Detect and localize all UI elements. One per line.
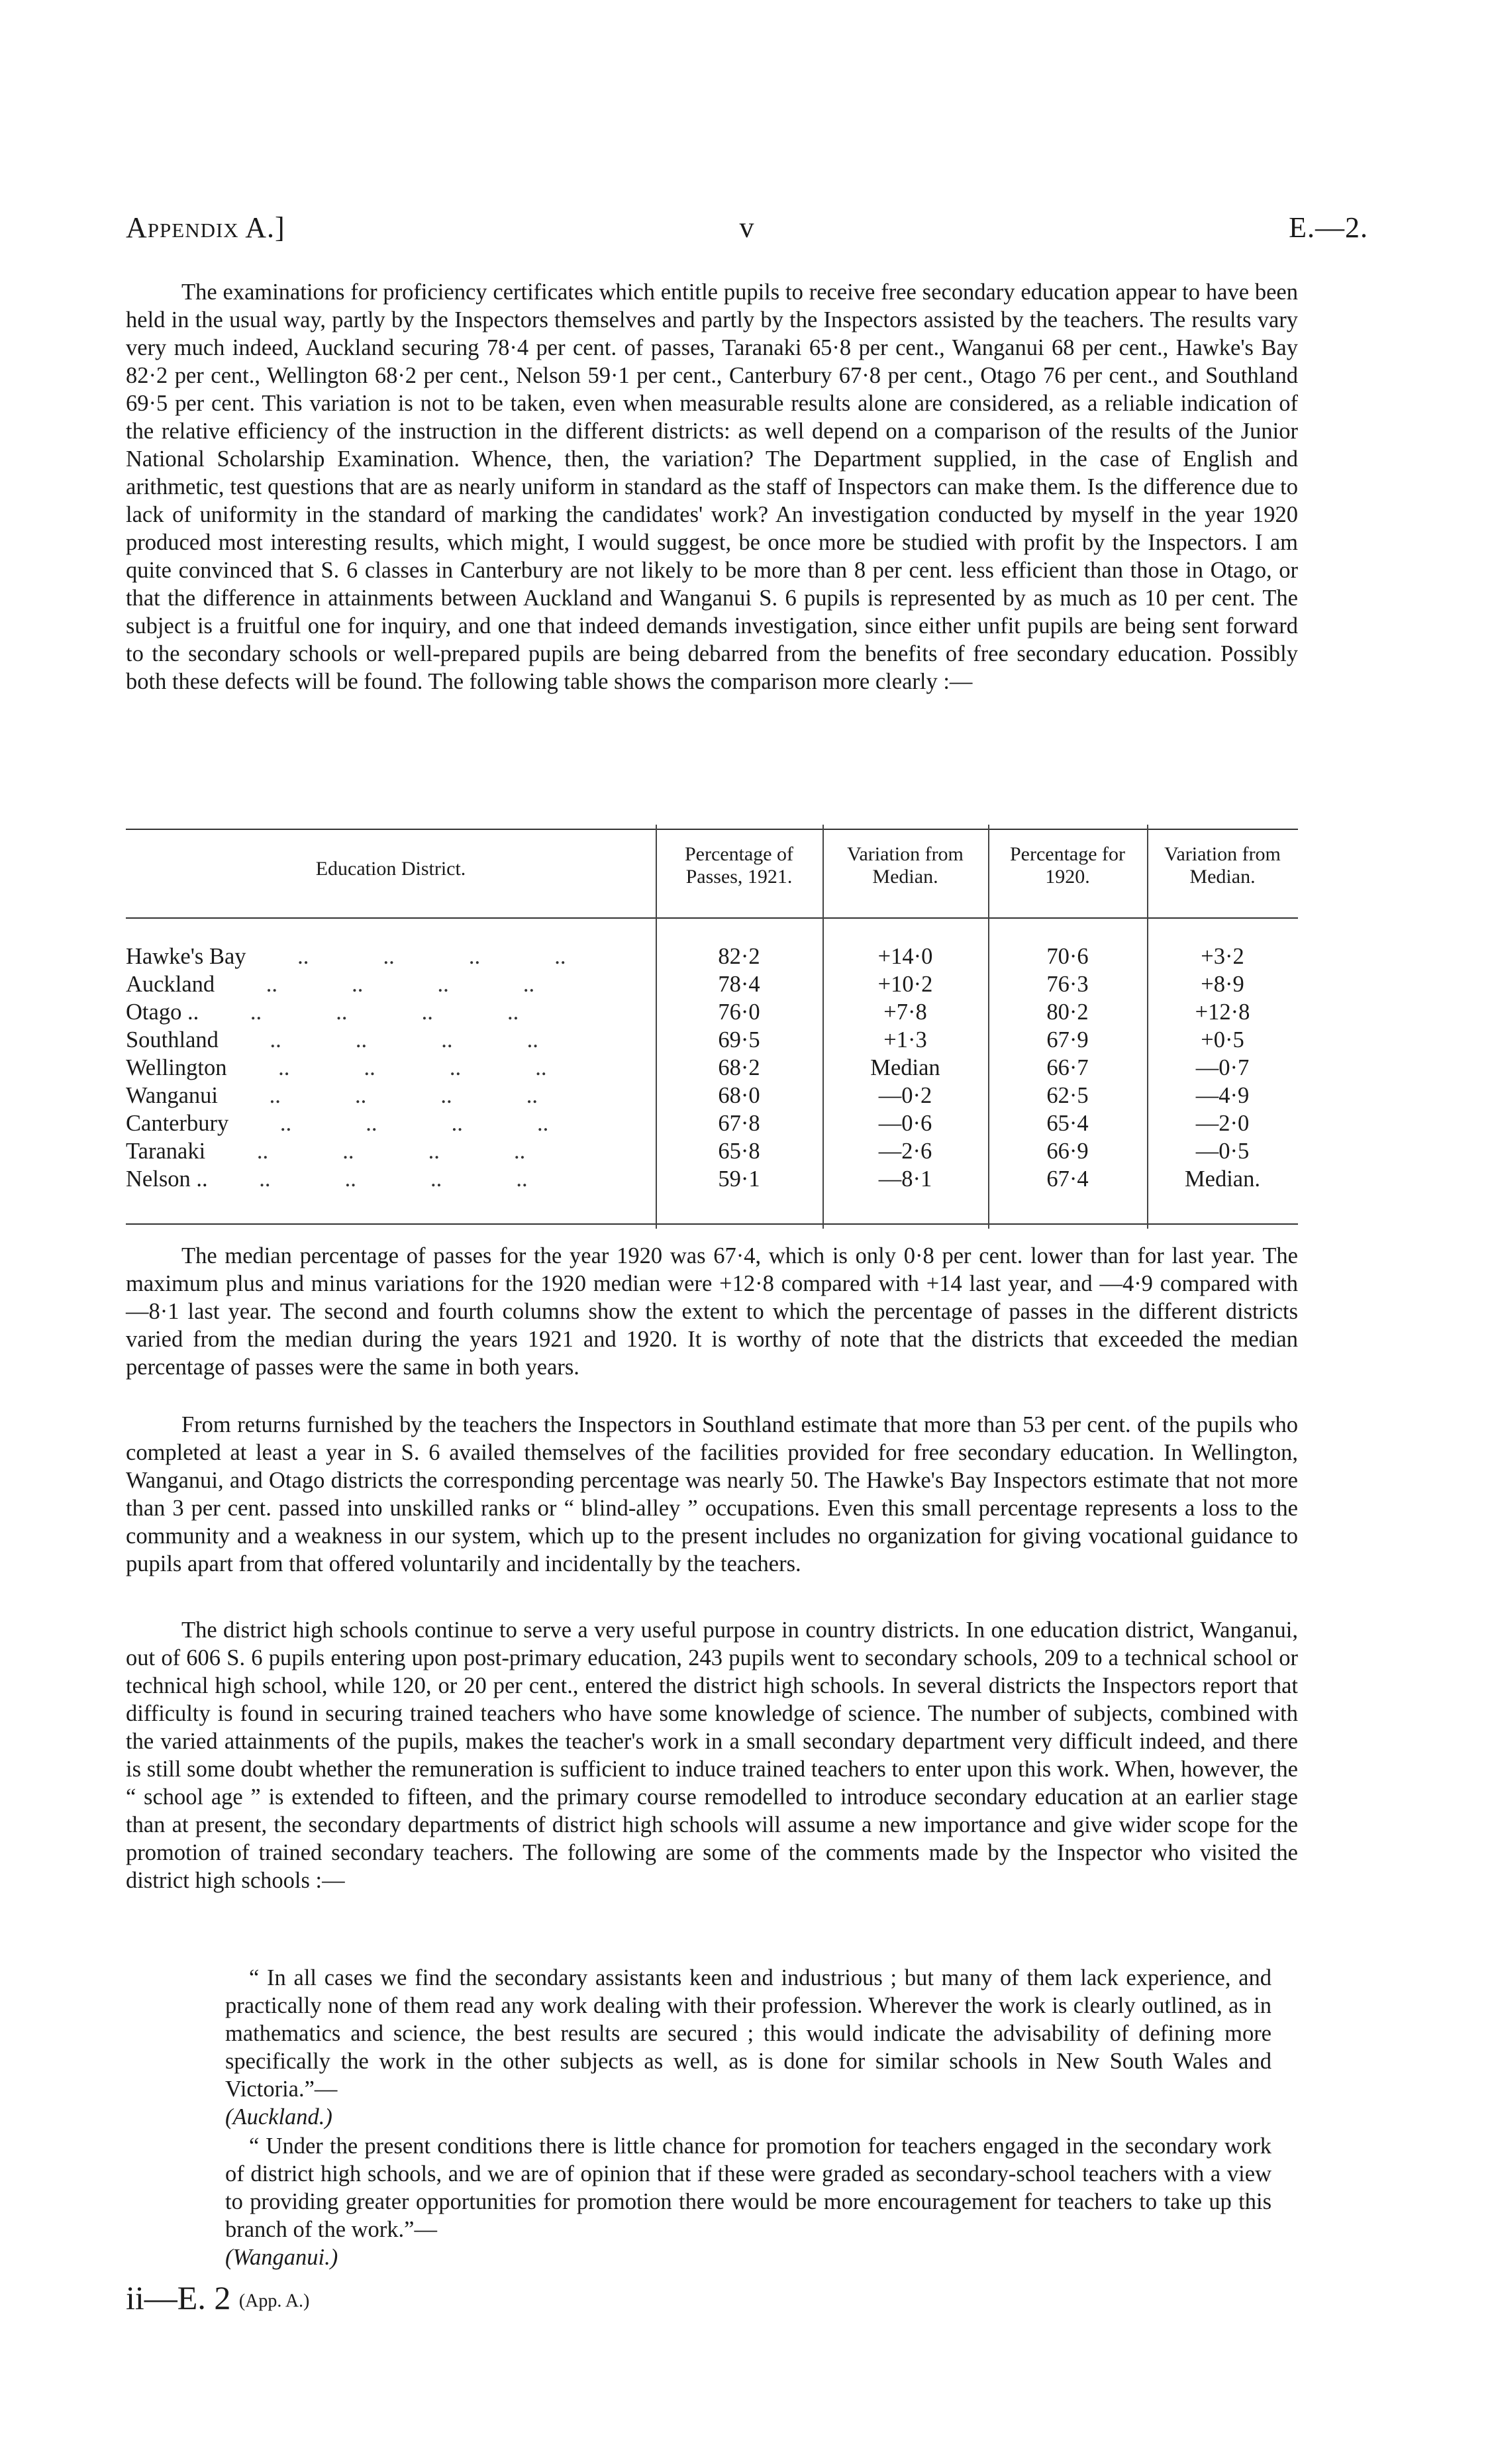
header-variation-1921: Variation from Median. [847, 843, 964, 888]
footer-appendix: (App. A.) [238, 2290, 310, 2312]
header-variation-1920: Variation from Median. [1164, 843, 1281, 888]
district-name: Nelson .. .. .. .. .. [126, 1166, 528, 1192]
comparison-table [126, 825, 1298, 1229]
table-row [126, 1109, 1298, 1137]
cell-variation-1920: +0·5 [1201, 1027, 1244, 1052]
cell-variation-1920: +3·2 [1201, 944, 1244, 969]
cell-percentage-1920: 62·5 [1046, 1083, 1089, 1108]
quote-source: (Wanganui.) [225, 2245, 338, 2270]
leader-dots: .. .. .. .. [228, 1111, 549, 1136]
district-name: Wellington .. .. .. .. [126, 1055, 547, 1080]
cell-percentage-1921: 78·4 [718, 972, 760, 997]
paragraph-text: The district high schools continue to serve a very useful purpose in country districts. In one education district, Wanganui, out of 606 S. 6 pupils entering upon post-primary education, 243 pupils went to secondary schools, 209 to a technical school or technical high school, while 120, or 20 per cent., entered the district high schools. In several districts the Inspectors report that difficulty is found in securing trained teachers who have some knowledge of science. The number of subjects, combined with the varied attainments of the pupils, makes the teacher's work in a small secondary department very difficult indeed, and there is still some doubt whether the remuneration is sufficient to induce trained teachers to enter upon this work. When, however, the “ school age ” is extended to fifteen, and the primary course remodelled to introduce secondary education at an earlier stage than at present, the secondary departments of district high schools will assume a new importance and give wider scope for the promotion of trained secondary teachers. The following are some of the comments made by the Inspector who visited the district high schools :— [126, 1617, 1298, 1893]
table-top-rule [126, 829, 1298, 830]
table-row [126, 943, 1298, 970]
leader-dots: .. .. .. .. [207, 1166, 528, 1192]
table-row [126, 998, 1298, 1026]
cell-percentage-1921: 59·1 [718, 1166, 760, 1192]
cell-variation-1921: —8·1 [878, 1166, 932, 1192]
leader-dots: .. .. .. .. [246, 944, 566, 969]
leader-dots: .. .. .. .. [226, 1055, 547, 1080]
table-row [126, 1137, 1298, 1165]
leader-dots: .. .. .. .. [199, 1000, 519, 1025]
cell-variation-1921: Median [870, 1055, 940, 1080]
district-name: Hawke's Bay .. .. .. .. [126, 944, 566, 969]
cell-percentage-1921: 82·2 [718, 944, 760, 969]
cell-percentage-1920: 65·4 [1046, 1111, 1089, 1136]
header-percentage-1920: Percentage for 1920. [1009, 843, 1126, 888]
leader-dots: .. .. .. .. [205, 1139, 526, 1164]
header-appendix: Appendix A.] [126, 211, 285, 244]
district-name: Southland .. .. .. .. [126, 1027, 538, 1052]
cell-percentage-1920: 70·6 [1046, 944, 1089, 969]
cell-variation-1921: —0·6 [878, 1111, 932, 1136]
cell-variation-1920: Median. [1184, 1166, 1260, 1192]
cell-variation-1920: —4·9 [1195, 1083, 1250, 1108]
paragraph-median [126, 1242, 1298, 1381]
cell-percentage-1921: 68·2 [718, 1055, 760, 1080]
cell-percentage-1921: 76·0 [718, 1000, 760, 1025]
table-row [126, 1026, 1298, 1054]
quote-text: “ Under the present conditions there is little chance for promotion for teachers engaged in the secondary work of district high schools, and we are of opinion that if these were graded as secondary-school teachers with a view to providing greater opportunities for promotion there would be more encouragement for teachers to take up this branch of the work.”— [225, 2133, 1271, 2242]
table-header-rule [126, 917, 1298, 919]
leader-dots: .. .. .. .. [215, 972, 535, 997]
cell-percentage-1920: 76·3 [1046, 972, 1089, 997]
cell-percentage-1920: 66·7 [1046, 1055, 1089, 1080]
cell-variation-1921: —2·6 [878, 1139, 932, 1164]
cell-percentage-1921: 69·5 [718, 1027, 760, 1052]
quote-source: (Auckland.) [225, 2104, 332, 2130]
leader-dots: .. .. .. .. [218, 1083, 538, 1108]
paragraph-text: The median percentage of passes for the year 1920 was 67·4, which is only 0·8 per cent. lower than for last year. The maximum plus and minus variations for the 1920 median were +12·8 compared with +14 last year, and —4·9 compared with —8·1 last year. The second and fourth columns show the extent to which the percentage of passes in the different districts varied from the median during the years 1921 and 1920. It is worthy of note that the districts that exceeded the median percentage of passes were the same in both years. [126, 1243, 1298, 1380]
leader-dots: .. .. .. .. [218, 1027, 538, 1052]
paragraph-text: The examinations for proficiency certificates which entitle pupils to receive free secondary education appear to have been held in the usual way, partly by the Inspectors themselves and partly by the Inspectors assisted by the teachers. The results vary very much indeed, Auckland securing 78·4 per cent. of passes, Taranaki 65·8 per cent., Wanganui 68 per cent., Hawke's Bay 82·2 per cent., Wellington 68·2 per cent., Nelson 59·1 per cent., Canterbury 67·8 per cent., Otago 76 per cent., and Southland 69·5 per cent. This variation is not to be taken, even when measurable results alone are considered, as a reliable indication of the relative efficiency of the instruction in the different districts: as well depend on a comparison of the results of the Junior National Scholarship Examination. Whence, then, the variation? The Department supplied, in the case of English and arithmetic, test questions that are as nearly uniform in standard as the staff of Inspectors can make them. Is the difference due to lack of uniformity in the standard of marking the candidates' work? An investigation conducted by myself in the year 1920 produced most interesting results, which might, I would suggest, be once more be studied with profit by the Inspectors. I am quite convinced that S. 6 classes in Canterbury are not likely to be more than 8 per cent. less efficient than those in Otago, or that the difference in attainments between Auckland and Wanganui S. 6 pupils is represented by as much as 10 per cent. The subject is a fruitful one for inquiry, and one that indeed demands investigation, since either unfit pupils are being sent forward to the secondary schools or well-prepared pupils are being debarred from the benefits of free secondary education. Possibly both these defects will be found. The following table shows the comparison more clearly :— [126, 280, 1298, 694]
cell-percentage-1921: 65·8 [718, 1139, 760, 1164]
quote-auckland [225, 1964, 1271, 2131]
cell-percentage-1920: 67·4 [1046, 1166, 1089, 1192]
district-name: Taranaki .. .. .. .. [126, 1139, 526, 1164]
district-name: Auckland .. .. .. .. [126, 972, 535, 997]
cell-variation-1921: —0·2 [878, 1083, 932, 1108]
cell-percentage-1921: 67·8 [718, 1111, 760, 1136]
cell-variation-1920: +8·9 [1201, 972, 1244, 997]
paragraph-proficiency-exams [126, 278, 1298, 695]
cell-variation-1921: +7·8 [883, 1000, 927, 1025]
page-footer [126, 2279, 309, 2317]
cell-percentage-1920: 67·9 [1046, 1027, 1089, 1052]
paragraph-district-high-schools [126, 1616, 1298, 1894]
cell-percentage-1920: 66·9 [1046, 1139, 1089, 1164]
table-bottom-rule [126, 1223, 1298, 1225]
table-row [126, 970, 1298, 998]
cell-variation-1921: +10·2 [877, 972, 933, 997]
header-education-district: Education District. [315, 858, 466, 880]
paragraph-returns [126, 1411, 1298, 1578]
cell-percentage-1920: 80·2 [1046, 1000, 1089, 1025]
table-row [126, 1165, 1298, 1193]
district-name: Wanganui .. .. .. .. [126, 1083, 538, 1108]
district-name: Canterbury .. .. .. .. [126, 1111, 549, 1136]
cell-percentage-1921: 68·0 [718, 1083, 760, 1108]
cell-variation-1921: +14·0 [877, 944, 933, 969]
cell-variation-1920: —0·5 [1195, 1139, 1250, 1164]
quote-wanganui [225, 2132, 1271, 2271]
table-row [126, 1082, 1298, 1109]
cell-variation-1920: —2·0 [1195, 1111, 1250, 1136]
page-header [126, 211, 1368, 250]
cell-variation-1920: +12·8 [1195, 1000, 1250, 1025]
district-name: Otago .. .. .. .. .. [126, 1000, 519, 1025]
header-document-code: E.—2. [1289, 211, 1368, 244]
header-page-number: v [739, 211, 755, 244]
table-row [126, 1054, 1298, 1082]
quote-text: “ In all cases we find the secondary assistants keen and industrious ; but many of them lack experience, and practically none of them read any work dealing with their profession. Wherever the work is clearly outlined, as in mathematics and science, the best results are secured ; this would indicate the advisability of defining more specifically the work in the other subjects as well, as is done for similar schools in New South Wales and Victoria.”— [225, 1965, 1271, 2102]
footer-signature: ii—E. 2 [126, 2279, 231, 2316]
paragraph-text: From returns furnished by the teachers the Inspectors in Southland estimate that more than 53 per cent. of the pupils who completed at least a year in S. 6 availed themselves of the facilities provided for free secondary education. In Wellington, Wanganui, and Otago districts the corresponding percentage was nearly 50. The Hawke's Bay Inspectors estimate that not more than 3 per cent. passed into unskilled ranks or “ blind-alley ” occupations. Even this small percentage represents a loss to the community and a weakness in our system, which up to the present includes no organization for giving vocational guidance to pupils apart from that offered voluntarily and incidentally by the teachers. [126, 1412, 1298, 1576]
header-percentage-1921: Percentage of Passes, 1921. [684, 843, 794, 888]
cell-variation-1921: +1·3 [883, 1027, 927, 1052]
cell-variation-1920: —0·7 [1195, 1055, 1250, 1080]
